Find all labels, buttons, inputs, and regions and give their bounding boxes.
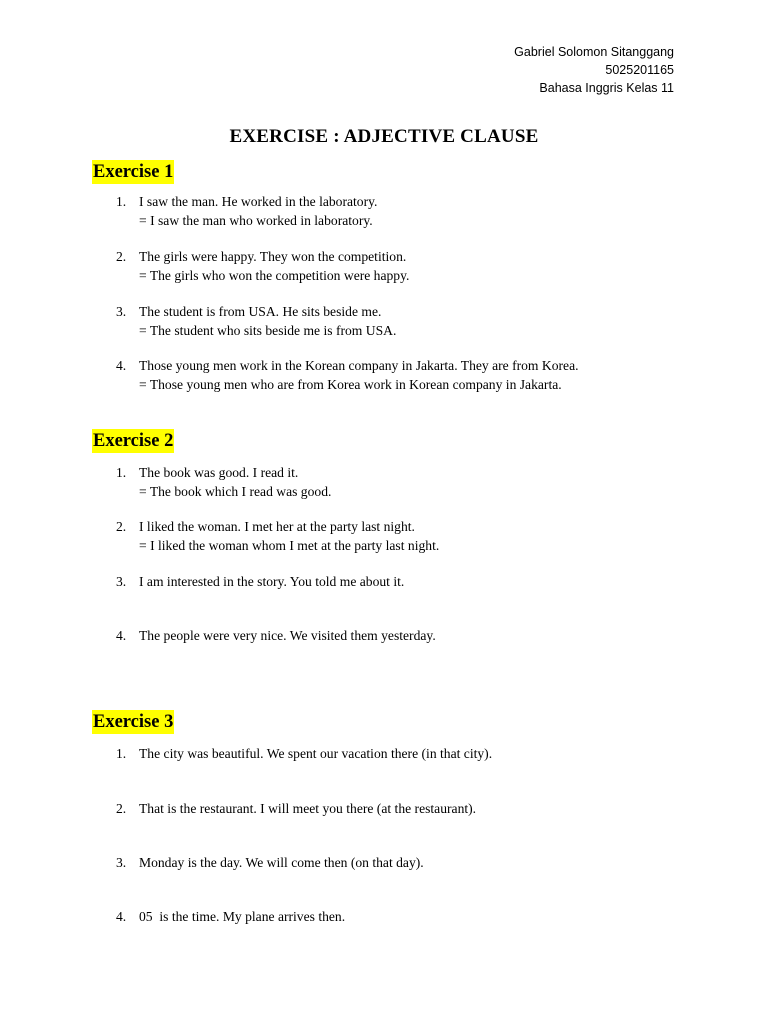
exercise-2-item-2 — [116, 517, 439, 555]
item-number: 4. — [116, 358, 127, 373]
item-sentence: I am interested in the story. You told me about it. — [139, 574, 405, 589]
item-sentence: Those young men work in the Korean company in Jakarta. They are from Korea. — [139, 358, 579, 373]
exercise-3-item-4 — [116, 907, 345, 926]
item-sentence: That is the restaurant. I will meet you there (at the restaurant). — [139, 801, 477, 816]
item-number: 3. — [116, 855, 127, 870]
item-sentence: The people were very nice. We visited them yesterday. — [139, 628, 436, 643]
item-number: 2. — [116, 519, 127, 534]
exercise-2-heading: Exercise 2 — [93, 431, 174, 451]
item-number: 4. — [116, 909, 127, 924]
item-number: 1. — [116, 746, 127, 761]
item-answer: = Those young men who are from Korea work in Korean company in Jakarta. — [139, 377, 562, 392]
item-answer: = I liked the woman whom I met at the party last night. — [139, 538, 440, 553]
item-number: 4. — [116, 628, 127, 643]
item-number: 3. — [116, 574, 127, 589]
exercise-2-item-3 — [116, 572, 404, 591]
item-number: 3. — [116, 304, 127, 319]
exercise-2-item-1 — [116, 463, 331, 501]
item-sentence: The student is from USA. He sits beside me. — [139, 304, 382, 319]
page-title: EXERCISE : ADJECTIVE CLAUSE — [229, 126, 539, 147]
item-sentence: The girls were happy. They won the competition. — [139, 249, 407, 264]
exercise-1-item-1 — [116, 192, 377, 230]
exercise-3-item-2 — [116, 799, 476, 818]
exercise-3-item-3 — [116, 853, 424, 872]
item-answer: = I saw the man who worked in laboratory. — [139, 213, 373, 228]
item-sentence: I saw the man. He worked in the laboratory. — [139, 194, 378, 209]
author-name: Gabriel Solomon Sitanggang — [514, 45, 674, 59]
exercise-1-item-3 — [116, 302, 396, 340]
student-id: 5025201165 — [605, 63, 674, 77]
exercise-2-item-4 — [116, 626, 436, 645]
exercise-3-heading: Exercise 3 — [93, 712, 174, 732]
item-sentence: 05 is the time. My plane arrives then. — [139, 909, 346, 924]
item-sentence: I liked the woman. I met her at the party last night. — [139, 519, 415, 534]
item-answer: = The girls who won the competition were happy. — [139, 268, 410, 283]
exercise-1-item-2 — [116, 247, 409, 285]
item-number: 1. — [116, 465, 127, 480]
exercise-1-heading: Exercise 1 — [93, 162, 174, 182]
item-sentence: Monday is the day. We will come then (on that day). — [139, 855, 424, 870]
author-info — [514, 43, 674, 97]
item-number: 2. — [116, 249, 127, 264]
item-number: 2. — [116, 801, 127, 816]
item-sentence: The book was good. I read it. — [139, 465, 299, 480]
item-answer: = The book which I read was good. — [139, 484, 332, 499]
exercise-3-item-1 — [116, 744, 492, 763]
exercise-1-item-4 — [116, 356, 579, 394]
item-sentence: The city was beautiful. We spent our vacation there (in that city). — [139, 746, 493, 761]
item-number: 1. — [116, 194, 127, 209]
course-name: Bahasa Inggris Kelas 11 — [539, 81, 674, 95]
item-answer: = The student who sits beside me is from USA. — [139, 323, 397, 338]
